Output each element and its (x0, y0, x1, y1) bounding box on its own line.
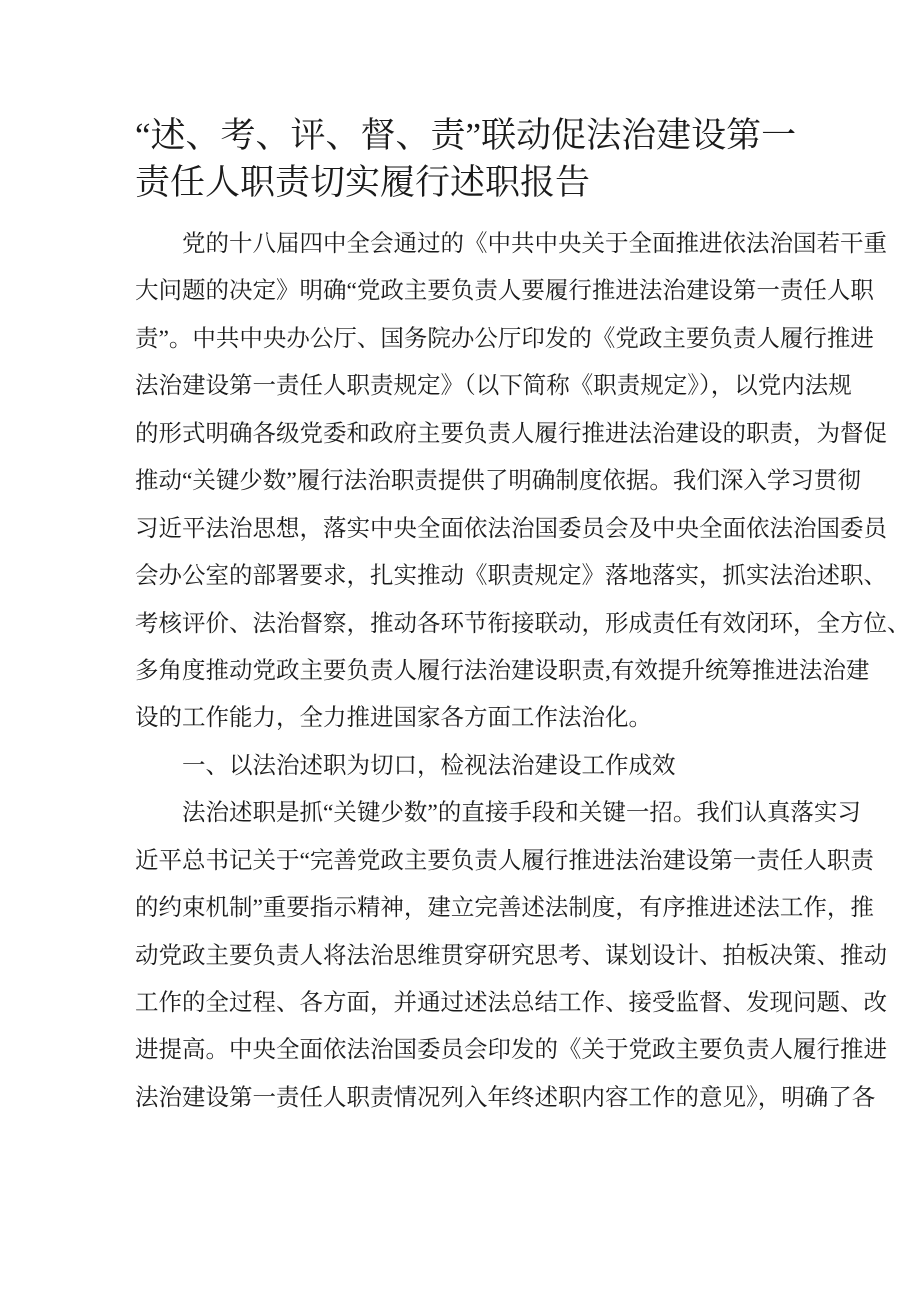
text-line: 会办公室的部署要求，扎实推动《职责规定》落地落实，抓实法治述职、 (135, 563, 887, 590)
section-heading: 一、以法治述职为切口，检视法治建设工作成效 (182, 752, 676, 779)
text-line: 责”。中共中央办公厅、国务院办公厅印发的《党政主要负责人履行推进 (135, 325, 874, 352)
text-line: 党的十八届四中全会通过的《中共中央关于全面推进依法治国若干重 (182, 231, 887, 257)
text-line: 动党政主要负责人将法治思维贯穿研究思考、谋划设计、拍板决策、推动 (135, 942, 887, 969)
text-line: 法治建设第一责任人职责规定》（以下简称《职责规定》），以党内法规 (135, 373, 852, 400)
text-line: 推动“关键少数”履行法治职责提供了明确制度依据。我们深入学习贯彻 (135, 468, 861, 495)
text-line: 的形式明确各级党委和政府主要负责人履行推进法治建设的职责，为督促 (135, 420, 887, 447)
title-line: 责任人职责切实履行述职报告 (135, 163, 591, 202)
text-line: 的约束机制”重要指示精神，建立完善述法制度，有序推进述法工作，推 (135, 895, 874, 922)
text-line: 考核评价、法治督察，推动各环节衔接联动，形成责任有效闭环，全方位、 (135, 610, 911, 637)
text-line: 工作的全过程、各方面，并通过述法总结工作、接受监督、发现问题、改 (135, 990, 887, 1016)
text-line: 设的工作能力，全力推进国家各方面工作法治化。 (135, 705, 652, 732)
document-body (135, 224, 911, 1125)
document-title (135, 112, 795, 206)
text-line: 法治述职是抓“关键少数”的直接手段和关键一招。我们认真落实习 (182, 800, 861, 827)
text-line: 习近平法治思想，落实中央全面依法治国委员会及中央全面依法治国委员 (135, 515, 887, 542)
text-line: 进提高。中央全面依法治国委员会印发的《关于党政主要负责人履行推进 (135, 1037, 887, 1064)
text-line: 法治建设第一责任人职责情况列入年终述职内容工作的意见》，明确了各 (135, 1084, 876, 1111)
paragraph-intro (135, 224, 911, 746)
text-line: 大问题的决定》明确“党政主要负责人要履行推进法治建设第一责任人职 (135, 278, 874, 305)
text-line: 多角度推动党政主要负责人履行法治建设职责,有效提升统筹推进法治建 (135, 657, 870, 684)
title-line: “述、考、评、督、责”联动促法治建设第一 (135, 116, 797, 155)
paragraph-section1 (135, 793, 887, 1125)
text-line: 近平总书记关于“完善党政主要负责人履行推进法治建设第一责任人职责 (135, 847, 874, 874)
